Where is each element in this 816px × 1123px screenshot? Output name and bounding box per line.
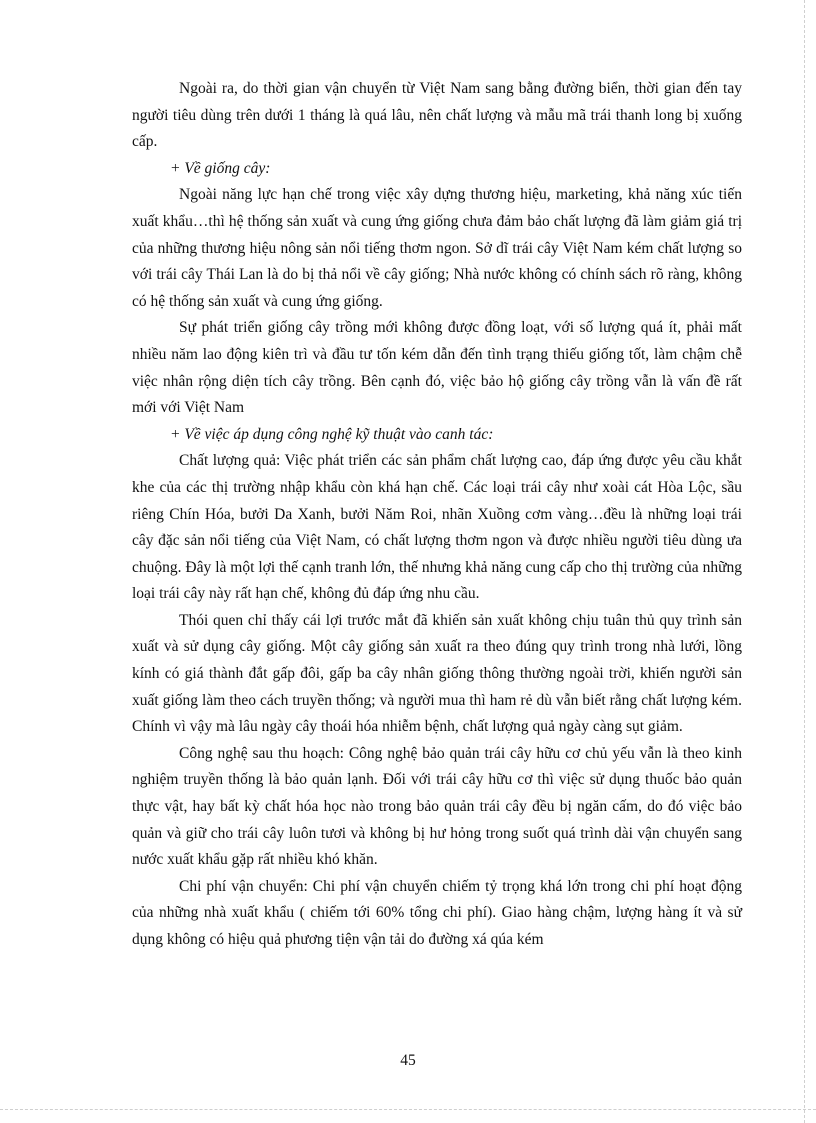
paragraph: Ngoài năng lực hạn chế trong việc xây dựng thương hiệu, marketing, khả năng xúc tiến xuất khẩu…thì hệ thống sản xuất và cung ứng giống chưa đảm bảo chất lượng đã làm giảm giá trị của những thương hiệu nông sản nổi tiếng thơm ngon. Sở dĩ trái cây Việt Nam kém chất lượng so với trái cây Thái Lan là do bị thả nổi về cây giống; Nhà nước không có chính sách rõ ràng, không có hệ thống sản xuất và cung ứng giống. bbox=[132, 186, 742, 310]
paragraph: Chất lượng quả: Việc phát triển các sản phẩm chất lượng cao, đáp ứng được yêu cầu khắt khe của các thị trường nhập khẩu còn khá hạn chế. Các loại trái cây như xoài cát Hòa Lộc, sầu riêng Chín Hóa, bưởi Da Xanh, bưởi Năm Roi, nhãn Xuồng cơm vàng…đều là những loại trái cây đặc sản nổi tiếng của Việt Nam, có chất lượng thơm ngon và được nhiều người tiêu dùng ưa chuộng. Đây là một lợi thế cạnh tranh lớn, thế nhưng khả năng cung cấp cho thị trường của những loại trái cây này rất hạn chế, không đủ đáp ứng nhu cầu. bbox=[132, 452, 742, 603]
section-heading: + Về giống cây: bbox=[170, 159, 271, 177]
paragraph: Chi phí vận chuyển: Chi phí vận chuyển chiếm tỷ trọng khá lớn trong chi phí hoạt động của những nhà xuất khẩu ( chiếm tới 60% tổng chi phí). Giao hàng chậm, lượng hàng ít và sử dụng không có hiệu quả phương tiện vận tải do đường xá qúa kém bbox=[132, 877, 742, 948]
document-body bbox=[132, 76, 742, 954]
paragraph: Thói quen chỉ thấy cái lợi trước mắt đã khiến sản xuất không chịu tuân thủ quy trình sản xuất và sử dụng cây giống. Một cây giống sản xuất ra theo đúng quy trình trong nhà lưới, lồng kính có giá thành đắt gấp đôi, gấp ba cây nhân giống thông thường ngoài trời, khiến người sản xuất giống làm theo cách truyền thống; và người mua thì ham rẻ dù vẫn biết rằng chất lượng kém. Chính vì vậy mà lâu ngày cây thoái hóa nhiễm bệnh, chất lượng quả ngày càng sụt giảm. bbox=[132, 611, 742, 736]
paragraph: Sự phát triển giống cây trồng mới không được đồng loạt, với số lượng quá ít, phải mất nhiều năm lao động kiên trì và đầu tư tốn kém dẫn đến tình trạng thiếu giống tốt, làm chậm chễ việc nhân rộng diện tích cây trồng. Bên cạnh đó, việc bảo hộ giống cây trồng vẫn là vấn đề rất mới với Việt Nam bbox=[132, 319, 742, 417]
paragraph: Công nghệ sau thu hoạch: Công nghệ bảo quản trái cây hữu cơ chủ yếu vẫn là theo kinh nghiệm truyền thống là bảo quản lạnh. Đối với trái cây hữu cơ thì việc sử dụng thuốc bảo quản thực vật, hay bất kỳ chất hóa học nào trong bảo quản trái cây đều bị ngăn cấm, do đó việc bảo quản và giữ cho trái cây luôn tươi và không bị hư hỏng trong suốt quá trình dài vận chuyển sang nước xuất khẩu gặp rất nhiều khó khăn. bbox=[132, 744, 742, 869]
page-number: 45 bbox=[400, 1052, 416, 1069]
page-border-right bbox=[804, 0, 805, 1123]
section-heading: + Về việc áp dụng công nghệ kỹ thuật vào canh tác: bbox=[170, 425, 494, 443]
paragraph: Ngoài ra, do thời gian vận chuyển từ Việt Nam sang bằng đường biển, thời gian đến tay người tiêu dùng trên dưới 1 tháng là quá lâu, nên chất lượng và mẫu mã trái thanh long bị xuống cấp. bbox=[132, 80, 742, 151]
page-border-bottom bbox=[0, 1109, 816, 1110]
